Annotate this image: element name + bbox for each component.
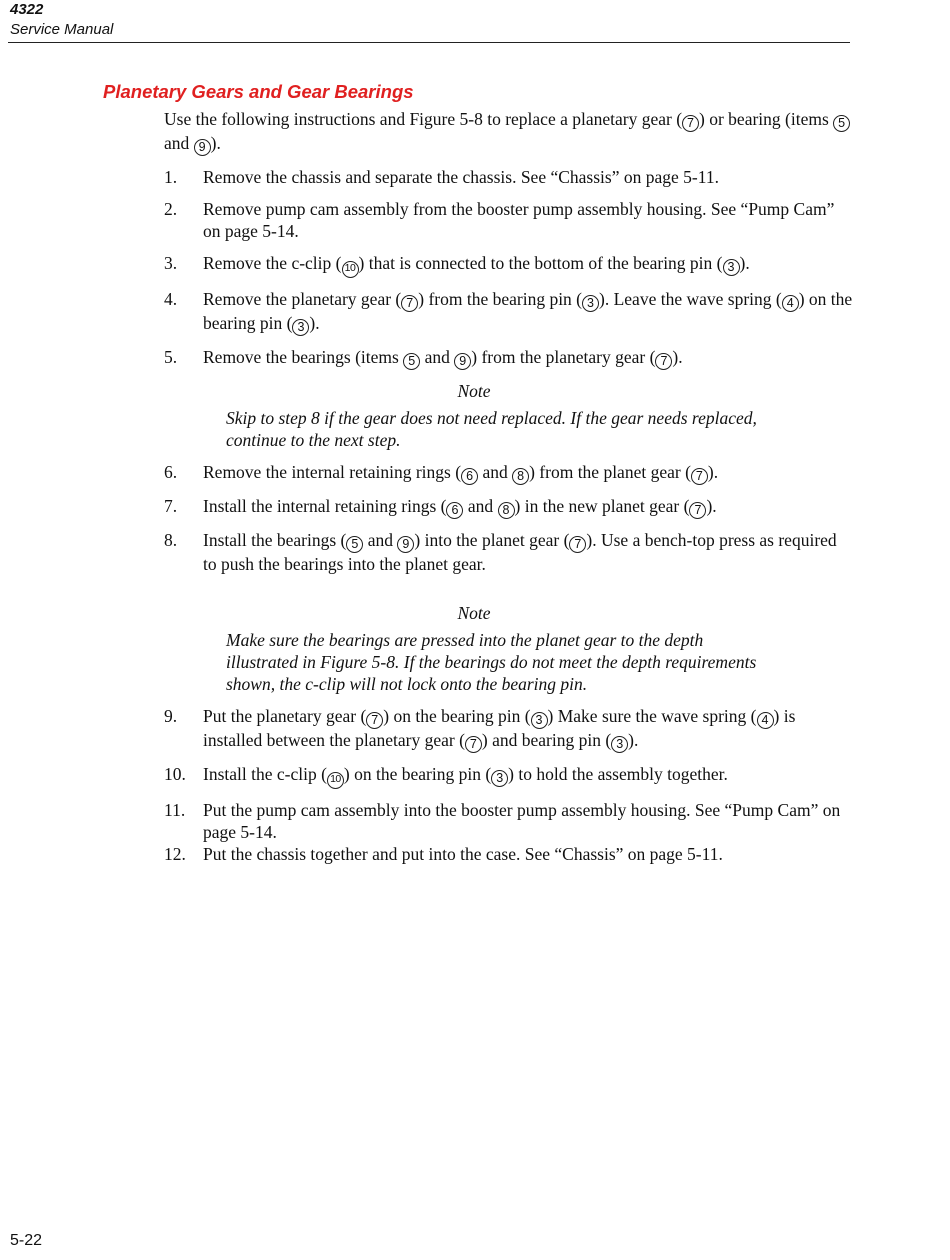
step-text: Install the c-clip ( 10 ) on the bearing pin ( 3 ) to hold the assembly together.	[203, 763, 854, 789]
step-number: 9.	[164, 706, 178, 726]
step-number: 10.	[164, 764, 186, 784]
item-callout: 6	[446, 502, 463, 519]
note-text: Make sure the bearings are pressed into the planet gear to the depth illustrated in Figure 5-8. If the bearings do not meet the depth requirements shown, the c-clip will not lock onto the bearing pin.	[226, 630, 757, 694]
step-number: 11.	[164, 800, 186, 820]
step-number: 4.	[164, 289, 178, 309]
item-callout: 7	[401, 295, 418, 312]
item-callout: 9	[454, 353, 471, 370]
item-callout: 5	[833, 115, 850, 132]
step-5	[164, 346, 854, 370]
item-callout: 3	[491, 770, 508, 787]
item-callout: 7	[366, 712, 383, 729]
step-text: Remove the internal retaining rings ( 6 and 8 ) from the planet gear ( 7 ).	[203, 462, 719, 483]
step-text: Remove the planetary gear ( 7 ) from the bearing pin ( 3 ). Leave the wave spring ( 4 ) on the bearing pin ( 3 ).	[203, 289, 853, 334]
item-callout: 7	[691, 468, 708, 485]
item-callout: 10	[327, 772, 344, 789]
step-10	[164, 763, 854, 789]
step-text: Remove the bearings (items 5 and 9 ) from the planetary gear ( 7 ).	[203, 347, 683, 368]
item-callout: 4	[757, 712, 774, 729]
item-callout: 3	[611, 736, 628, 753]
item-callout: 9	[397, 536, 414, 553]
model-number: 4322	[10, 1, 44, 18]
step-4	[164, 288, 854, 336]
step-12	[164, 843, 854, 865]
item-callout: 9	[194, 139, 211, 156]
item-callout: 3	[292, 319, 309, 336]
step-8	[164, 529, 854, 575]
step-number: 7.	[164, 496, 178, 516]
item-callout: 7	[655, 353, 672, 370]
step-text: Remove the c-clip ( 10 ) that is connected to the bottom of the bearing pin ( 3 ).	[203, 252, 854, 278]
item-callout: 7	[682, 115, 699, 132]
item-callout: 3	[582, 295, 599, 312]
item-callout: 7	[465, 736, 482, 753]
step-7	[164, 495, 854, 519]
item-callout: 8	[512, 468, 529, 485]
step-2	[164, 198, 854, 242]
step-number: 1.	[164, 167, 178, 187]
step-text: Install the bearings ( 5 and 9 ) into the planet gear ( 7 ). Use a bench-top press as required to push the bearings into the planet gear.	[203, 530, 837, 574]
step-number: 8.	[164, 530, 178, 550]
item-callout: 4	[782, 295, 799, 312]
manual-title: Service Manual	[10, 21, 114, 38]
step-number: 12.	[164, 844, 186, 864]
item-callout: 6	[461, 468, 478, 485]
item-callout: 5	[346, 536, 363, 553]
step-11	[164, 799, 854, 843]
item-callout: 3	[723, 259, 740, 276]
step-3	[164, 252, 854, 278]
item-callout: 5	[403, 353, 420, 370]
step-9	[164, 705, 854, 753]
header-divider	[8, 42, 850, 43]
step-text: Put the chassis together and put into the case. See “Chassis” on page 5-11.	[203, 844, 723, 864]
item-callout: 3	[531, 712, 548, 729]
note-text: Skip to step 8 if the gear does not need replaced. If the gear needs replaced, continue to the next step.	[226, 408, 757, 450]
step-number: 2.	[164, 199, 178, 219]
step-1	[164, 166, 854, 188]
step-number: 6.	[164, 462, 178, 482]
step-number: 5.	[164, 347, 178, 367]
item-callout: 7	[689, 502, 706, 519]
note-title: Note	[457, 381, 491, 401]
step-text: Remove the chassis and separate the chassis. See “Chassis” on page 5-11.	[203, 167, 719, 187]
step-text: Put the pump cam assembly into the booster pump assembly housing. See “Pump Cam” on page 5-14.	[203, 800, 841, 842]
item-callout: 8	[498, 502, 515, 519]
step-text: Install the internal retaining rings ( 6 and 8 ) in the new planet gear ( 7 ).	[203, 496, 717, 517]
step-text: Remove pump cam assembly from the booster pump assembly housing. See “Pump Cam” on page 5-14.	[203, 199, 835, 241]
item-callout: 7	[569, 536, 586, 553]
step-text: Put the planetary gear ( 7 ) on the bearing pin ( 3 ) Make sure the wave spring ( 4 ) is installed between the planetary gear ( 7 ) and bearing pin ( 3 ).	[203, 706, 796, 751]
page-number: 5-22	[10, 1232, 43, 1249]
step-number: 3.	[164, 253, 178, 273]
spacer	[164, 585, 854, 602]
section-heading: Planetary Gears and Gear Bearings	[103, 81, 414, 102]
item-callout: 10	[342, 261, 359, 278]
procedure-body	[164, 108, 854, 875]
intro-paragraph: Use the following instructions and Figure 5-8 to replace a planetary gear ( 7 ) or bearing (items 5 and 9 ).	[164, 108, 854, 156]
note-title: Note	[457, 603, 491, 623]
step-6	[164, 461, 854, 485]
